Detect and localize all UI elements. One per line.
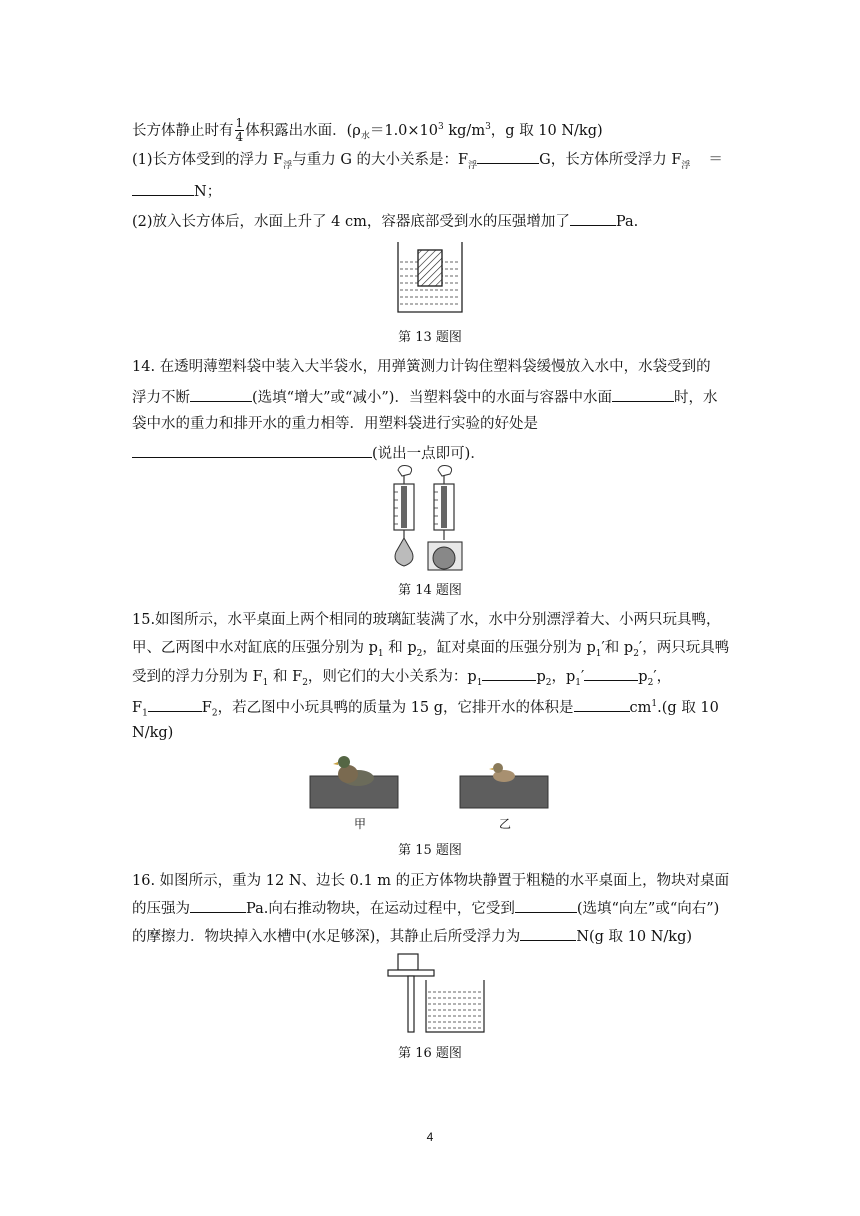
q16-line1: 16. 如图所示，重为 12 N、边长 0.1 m 的正方体物块静置于粗糙的水平桌面上，物块对桌面 <box>132 873 730 889</box>
q13-part2: (2)放入长方体后，水面上升了 4 cm，容器底部受到水的压强增加了 Pa. <box>132 211 638 232</box>
answer-blank[interactable] <box>190 898 246 913</box>
answer-blank[interactable] <box>520 926 576 941</box>
q15-line3: 受到的浮力分别为 $F_1$ 和 $F_2$，则它们的大小关系为：$p_1$ $p_2$，$p_1'$ $p_2'$， <box>132 666 671 693</box>
q14-caption: 第 14 题图 <box>398 583 462 598</box>
q16-line3: 的摩擦力．物块掉入水槽中(水足够深)，其静止后所受浮力为 N(g 取 10 N/kg) <box>132 926 692 947</box>
answer-blank[interactable] <box>132 181 194 196</box>
answer-blank[interactable] <box>570 211 616 226</box>
q13-caption: 第 13 题图 <box>398 330 462 345</box>
answer-blank[interactable] <box>190 387 252 402</box>
page-number: 4 <box>426 1130 434 1144</box>
answer-blank[interactable] <box>584 666 638 681</box>
answer-blank[interactable] <box>574 697 630 712</box>
q15-line2: 甲、乙两图中水对缸底的压强分别为 $p_1$ 和 $p_2$，缸对桌面的压强分别为 $p_1'$和 $p_2'$，两只玩具鸭 <box>132 640 730 659</box>
q15-line4: $F_1$ $F_2$，若乙图中小玩具鸭的质量为 15 g，它排开水的体积是 $cm^1.(g$ 取 10 <box>132 694 719 724</box>
q15-figure-yi-small-duck <box>458 752 550 810</box>
answer-blank[interactable] <box>612 387 674 402</box>
q13-part1-line1: (1)长方体受到的浮力 $F_浮$与重力 G 的大小关系是：$F_浮$ G，长方体所受浮力 $F_浮$ ＝ <box>132 149 723 176</box>
q15-line1: 15.如图所示，水平桌面上两个相同的玻璃缸装满了水，水中分别漂浮着大、小两只玩具鸭， <box>132 612 721 628</box>
q16-figure-table-and-tank <box>384 950 488 1034</box>
q14-line4: (说出一点即可)． <box>132 443 485 464</box>
q15-caption: 第 15 题图 <box>398 843 462 858</box>
q16-caption: 第 16 题图 <box>398 1046 462 1061</box>
q15-figure-jia-big-duck <box>308 752 400 810</box>
q16-line2: 的压强为 Pa.向右推动物块，在运动过程中，它受到 (选填“向左”或“向右”) <box>132 898 719 919</box>
answer-blank[interactable] <box>515 898 577 913</box>
label-jia: 甲 <box>354 817 367 831</box>
q13-part1-line2: N； <box>132 181 221 202</box>
label-yi: 乙 <box>499 817 512 831</box>
q13-figure-container-with-block <box>396 240 464 316</box>
q14-line3: 袋中水的重力和排开水的重力相等．用塑料袋进行实验的好处是 <box>132 416 538 432</box>
answer-blank[interactable] <box>477 149 539 164</box>
answer-blank[interactable] <box>482 666 536 681</box>
answer-blank[interactable] <box>132 443 372 458</box>
q14-line2: 浮力不断 (选填“增大”或“减小”)．当塑料袋中的水面与容器中水面 时，水 <box>132 387 717 408</box>
q14-figure-spring-scales <box>378 462 482 574</box>
q14-line1: 14. 在透明薄塑料袋中装入大半袋水，用弹簧测力计钩住塑料袋缓慢放入水中，水袋受到的 <box>132 359 711 375</box>
answer-blank[interactable] <box>148 697 202 712</box>
q13-line1: 长方体静止时有 $\frac{1}{4}$ 体积露出水面．($\rho_水=1.0\times 10^3$ $kg/m^3$，g 取 10 N/kg) <box>132 116 603 145</box>
q15-line5: N/kg) <box>132 725 174 741</box>
fraction-one-quarter: $\frac{1}{4}$ <box>235 116 244 145</box>
